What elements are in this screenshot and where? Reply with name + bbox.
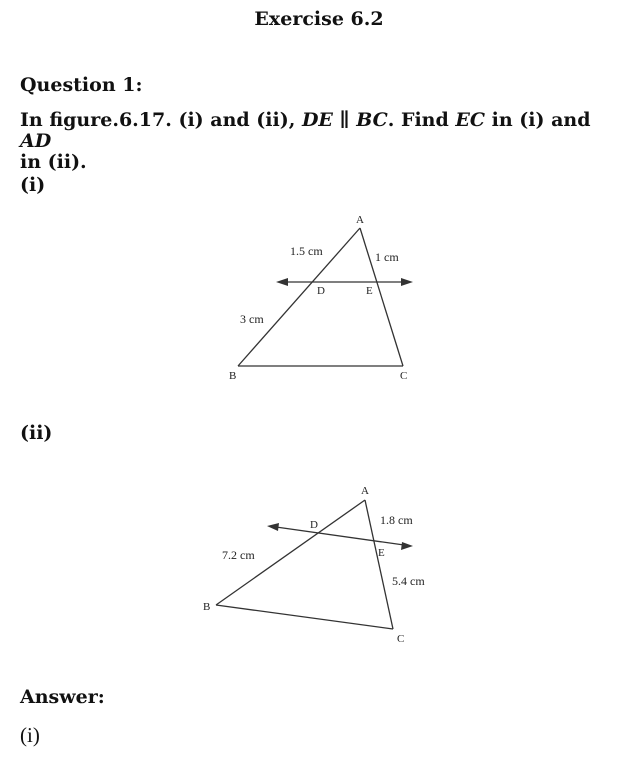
answer-heading: Answer:: [20, 686, 105, 708]
fig1-label-a: A: [356, 214, 364, 226]
segment-bc: BC: [356, 109, 388, 131]
fig2-label-d: D: [310, 519, 318, 531]
part-two-label: (ii): [20, 422, 53, 444]
fig2-side-bc: [216, 605, 393, 629]
question-text-prefix: In figure.6.17. (i) and (ii),: [20, 109, 302, 131]
fig1-measure-ae: 1 cm: [375, 250, 399, 264]
fig2-arrow-right-icon: [401, 542, 413, 550]
fig2-measure-ec: 5.4 cm: [392, 574, 425, 588]
segment-ec: EC: [455, 109, 486, 131]
fig2-label-e: E: [378, 547, 385, 559]
fig1-measure-ad: 1.5 cm: [290, 244, 323, 258]
fig1-label-b: B: [229, 370, 237, 382]
question-text-mid2: in (i) and: [485, 109, 591, 131]
fig1-label-e: E: [366, 285, 373, 297]
part-one-label: (i): [20, 174, 46, 196]
answer-part-label: (i): [20, 723, 40, 747]
fig2-measure-ae: 1.8 cm: [380, 513, 413, 527]
page-title: Exercise 6.2: [254, 8, 384, 30]
parallel-symbol: ∥: [332, 109, 357, 131]
question-heading: Question 1:: [20, 74, 143, 96]
fig2-measure-db: 7.2 cm: [222, 548, 255, 562]
segment-ad: AD: [20, 130, 52, 152]
question-text-mid: . Find: [387, 109, 456, 131]
fig2-label-a: A: [361, 485, 369, 497]
segment-de: DE: [301, 109, 333, 131]
fig2-label-b: B: [203, 601, 211, 613]
question-text-suffix: in (ii).: [20, 151, 87, 173]
fig2-line-de: [276, 527, 404, 545]
fig2-arrow-left-icon: [267, 523, 279, 531]
fig1-label-d: D: [317, 285, 325, 297]
fig1-measure-db: 3 cm: [240, 312, 264, 326]
fig2-label-c: C: [397, 633, 405, 645]
fig1-label-c: C: [400, 370, 408, 382]
